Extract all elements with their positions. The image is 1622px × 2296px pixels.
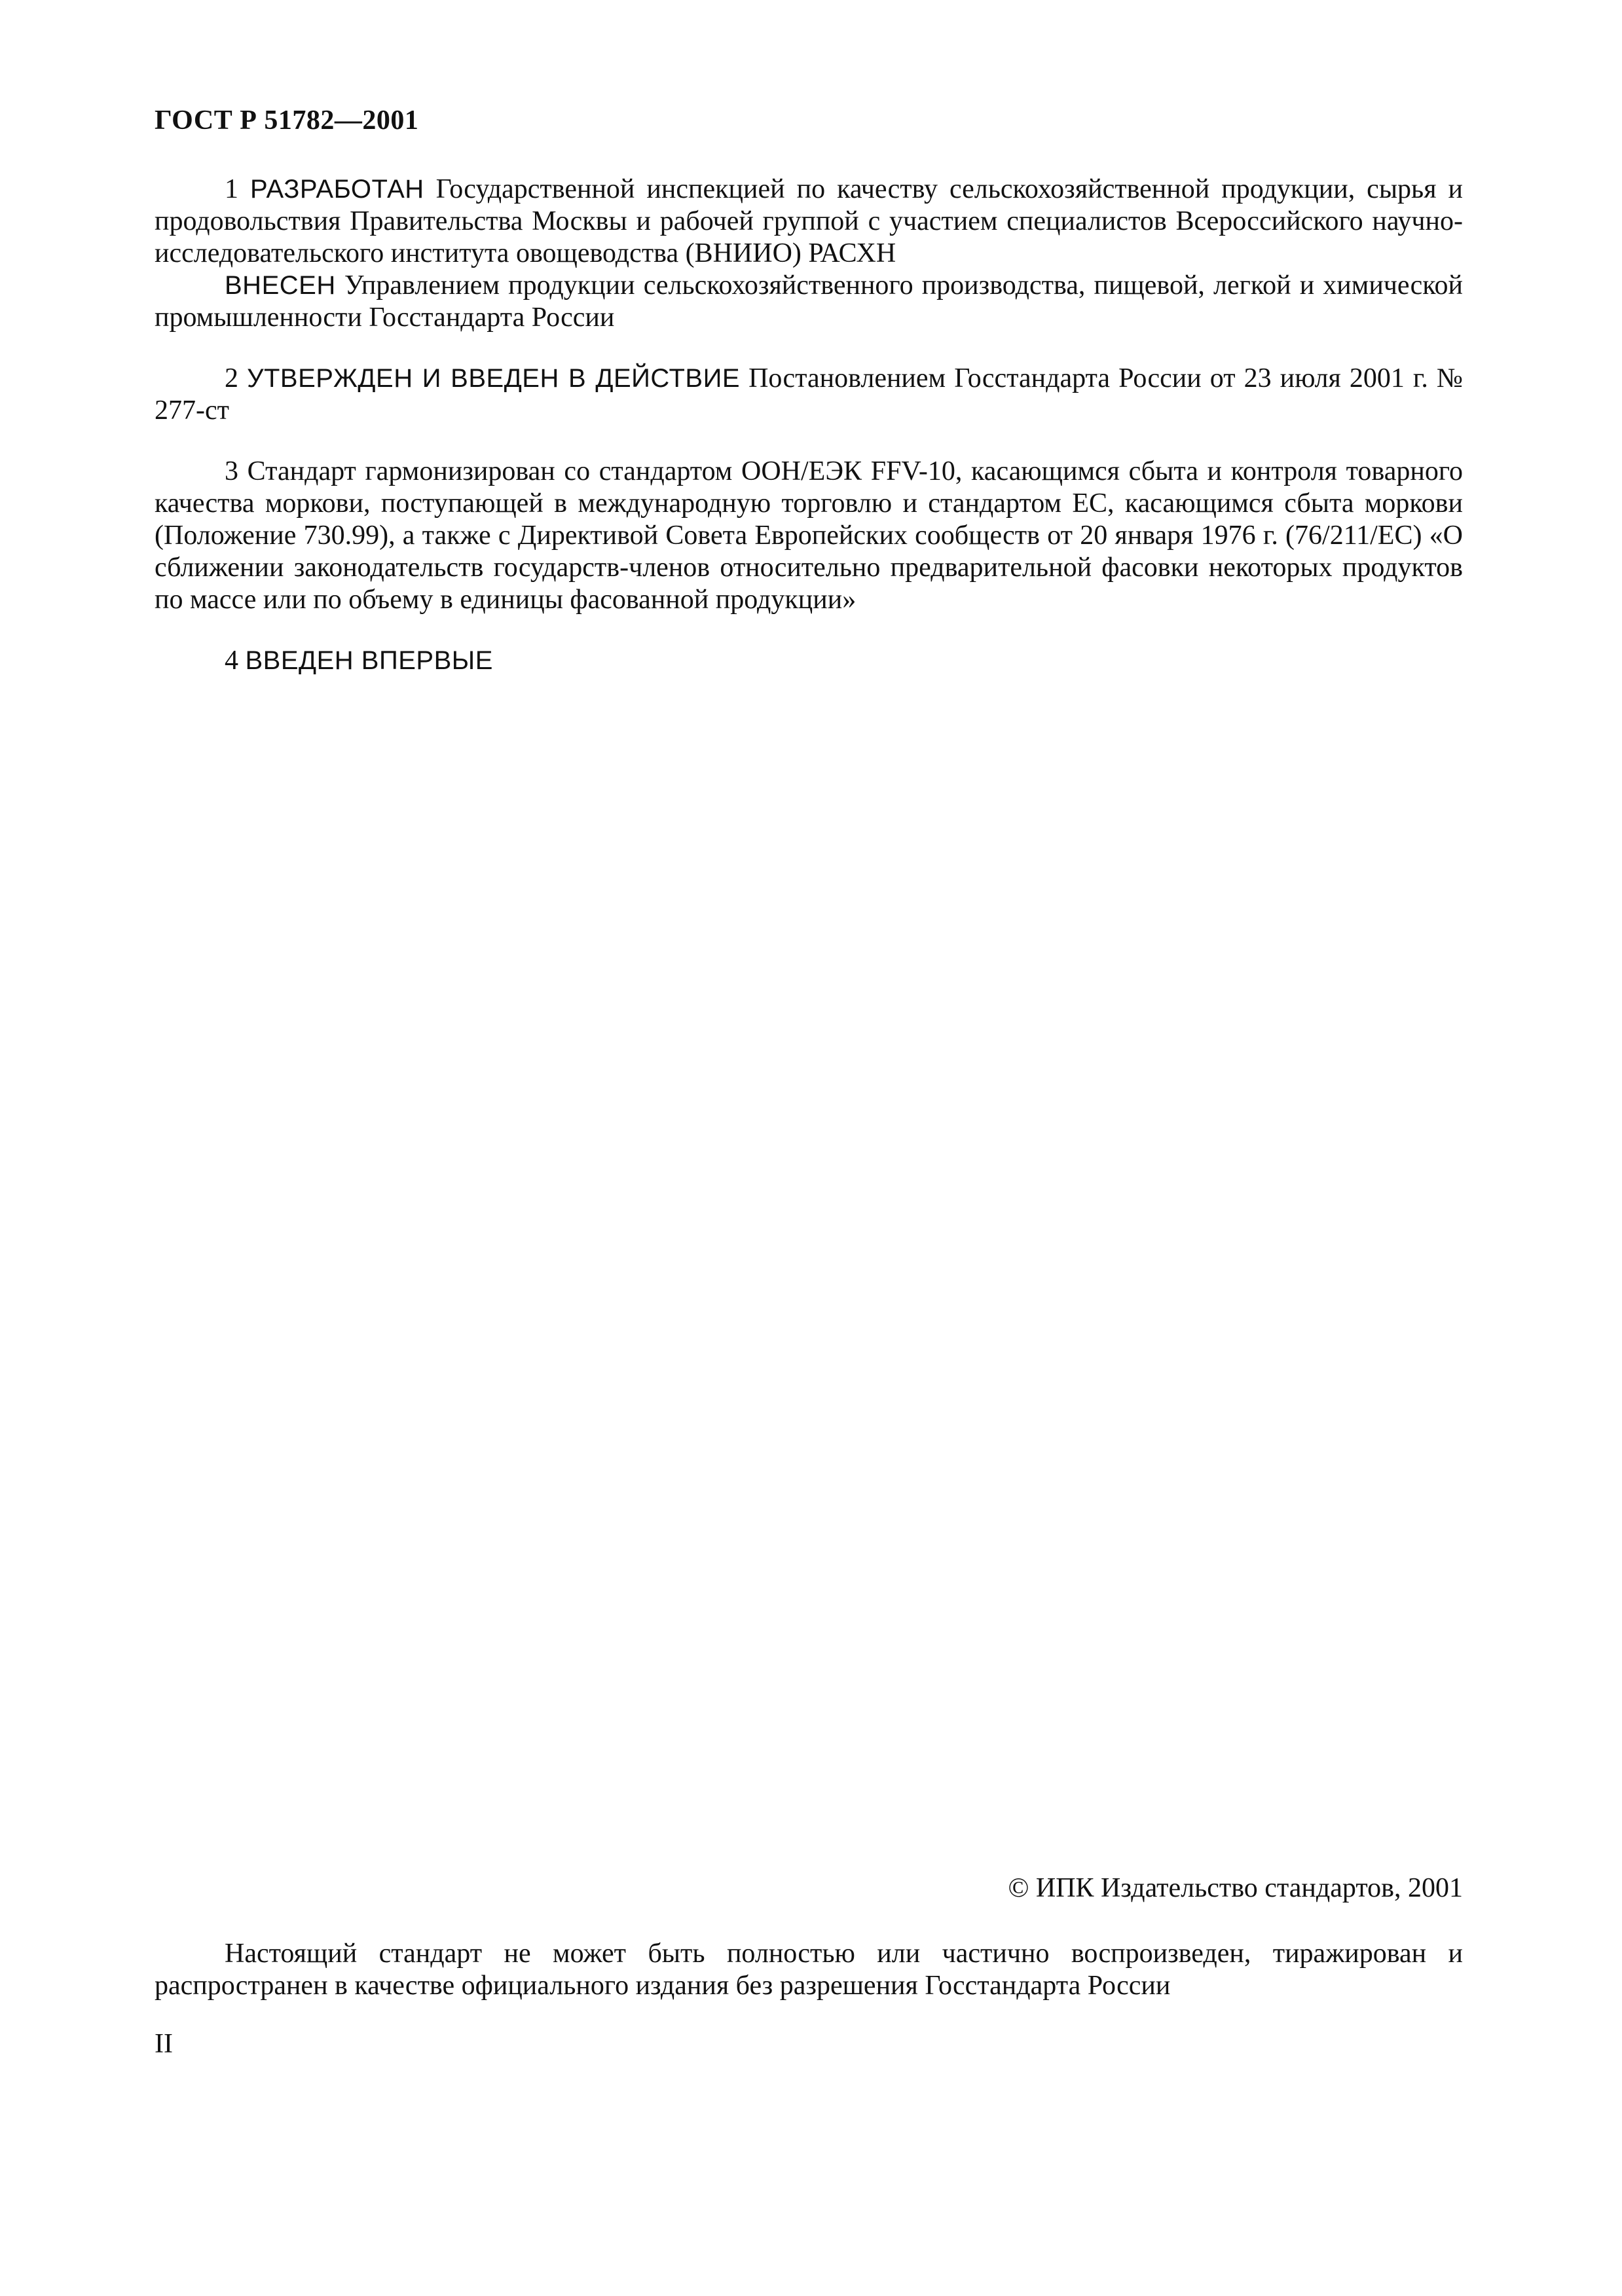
section-2-lead: УТВЕРЖДЕН И ВВЕДЕН В ДЕЙСТВИЕ bbox=[247, 364, 741, 393]
section-2-number: 2 bbox=[225, 363, 238, 393]
section-2-text: Постановлением Госстандарта России от 23 июля 2001 г. № 277-ст bbox=[155, 363, 1464, 426]
section-1 bbox=[155, 173, 1463, 270]
section-4-number: 4 bbox=[225, 646, 238, 676]
section-1-number: 1 bbox=[225, 174, 238, 204]
section-1-introduced-text: Управлением продукции сельскохозяйственного производства, пищевой, легкой и химической промышленности Госстандарта России bbox=[155, 270, 1464, 333]
section-1-lead: РАЗРАБОТАН bbox=[250, 175, 424, 204]
section-3-number: 3 bbox=[225, 456, 238, 486]
page-number: II bbox=[155, 2029, 173, 2059]
section-1-text: Государственной инспекцией по качеству сельскохозяйственной продукции, сырья и продовольствия Правительства Москвы и рабочей группой с участием специалистов Всероссийского научно-исследовательского института овощеводства (ВНИИО) РАСХН bbox=[155, 174, 1463, 268]
section-3-text: Стандарт гармонизирован со стандартом ООН/ЕЭК FFV-10, касающимся сбыта и контроля товарного качества моркови, поступающей в международную торговлю и стандартом ЕС, касающимся сбыта моркови (Положение 730.99), а также с Директивой Совета Европейских сообществ от 20 января 1976 г. (76/211/ЕС) «О сближении законодательств государств-членов относительно предварительной фасовки некоторых продуктов по массе или по объему в единицы фасованной продукции» bbox=[155, 456, 1463, 615]
section-1-introduced-lead: ВНЕСЕН bbox=[225, 271, 336, 300]
document-body bbox=[155, 173, 1463, 677]
section-2 bbox=[155, 363, 1463, 427]
section-3 bbox=[155, 456, 1463, 616]
section-4 bbox=[155, 645, 1463, 677]
standard-code: ГОСТ Р 51782—2001 bbox=[155, 105, 419, 136]
reproduction-notice: Настоящий стандарт не может быть полностью или частично воспроизведен, тиражирован и распространен в качестве официального издания без разрешения Госстандарта России bbox=[155, 1939, 1463, 2001]
section-1-introduced bbox=[155, 270, 1463, 334]
section-4-lead: ВВЕДЕН ВПЕРВЫЕ bbox=[245, 646, 493, 675]
copyright-line: © ИПК Издательство стандартов, 2001 bbox=[1008, 1873, 1463, 1903]
